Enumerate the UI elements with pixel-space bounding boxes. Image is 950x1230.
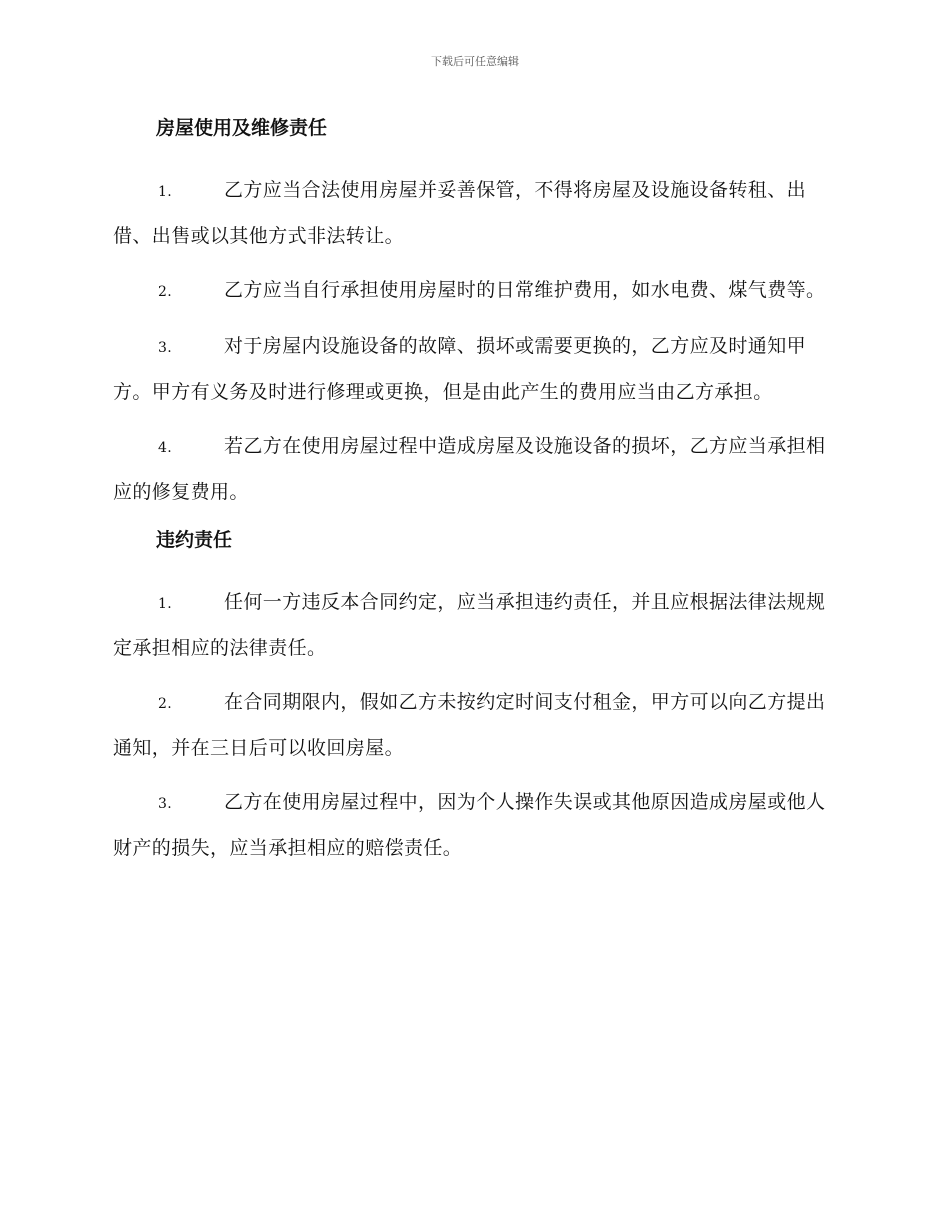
clause-number: 3.	[158, 796, 173, 812]
section-title: 房屋使用及维修责任	[156, 117, 328, 139]
clause-text: 乙方在使用房屋过程中，因为个人操作失误或其他原因造成房屋或他人财产的损失，应当承担相应的赔偿责任。	[113, 791, 826, 859]
clause-number: 3.	[158, 340, 173, 356]
clause-item	[113, 324, 838, 414]
clause-text: 乙方应当合法使用房屋并妥善保管，不得将房屋及设施设备转租、出借、出售或以其他方式非法转让。	[113, 179, 807, 247]
clause-item	[113, 268, 838, 314]
section-breach	[113, 524, 838, 870]
clause-number: 2.	[158, 696, 173, 712]
page-header-note: 下载后可任意编辑	[431, 55, 519, 68]
clause-text: 乙方应当自行承担使用房屋时的日常维护费用，如水电费、煤气费等。	[224, 279, 826, 301]
section-maintenance	[113, 112, 838, 514]
clause-item	[113, 168, 838, 258]
clause-item	[113, 680, 838, 770]
clause-number: 4.	[158, 440, 173, 456]
clause-number: 1.	[158, 184, 173, 200]
clause-text: 若乙方在使用房屋过程中造成房屋及设施设备的损坏，乙方应当承担相应的修复费用。	[113, 435, 826, 503]
clause-text: 任何一方违反本合同约定，应当承担违约责任，并且应根据法律法规规定承担相应的法律责任。	[113, 591, 826, 659]
document-body	[113, 112, 838, 880]
clause-item	[113, 580, 838, 670]
clause-text: 在合同期限内，假如乙方未按约定时间支付租金，甲方可以向乙方提出通知，并在三日后可以收回房屋。	[113, 691, 826, 759]
clause-item	[113, 424, 838, 514]
clause-number: 2.	[158, 284, 173, 300]
clause-item	[113, 780, 838, 870]
clause-number: 1.	[158, 596, 173, 612]
section-title: 违约责任	[156, 529, 233, 551]
clause-text: 对于房屋内设施设备的故障、损坏或需要更换的，乙方应及时通知甲方。甲方有义务及时进行修理或更换，但是由此产生的费用应当由乙方承担。	[113, 335, 807, 403]
